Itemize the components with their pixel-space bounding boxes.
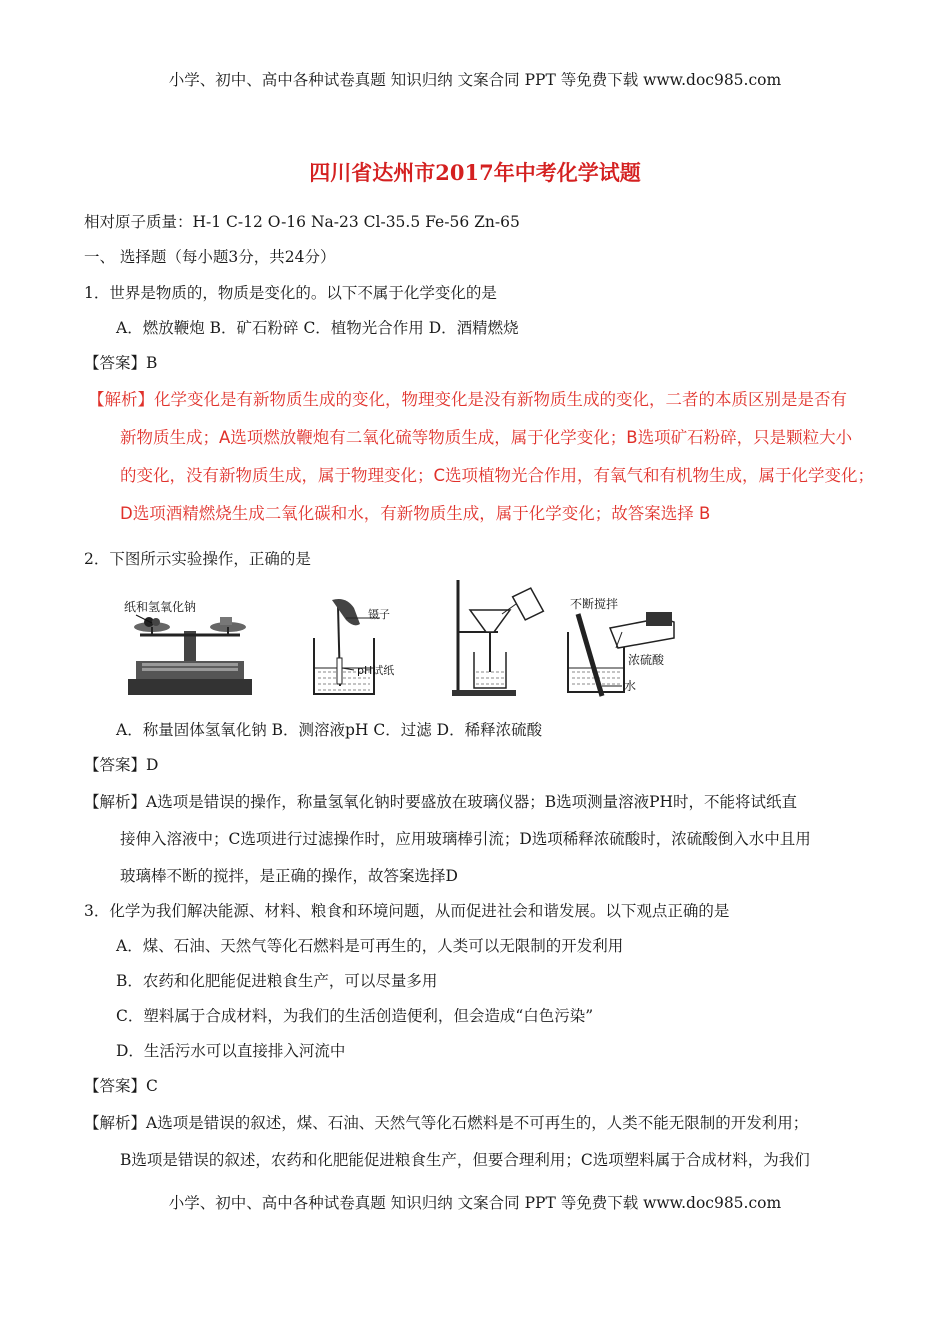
page-header: 小学、初中、高中各种试卷真题 知识归纳 文案合同 PPT 等免费下载 www.doc985.com: [168, 71, 782, 89]
section-heading: 一、 选择题（每小题3分，共24分）: [84, 248, 336, 266]
page-title: 四川省达州市2017年中考化学试题: [309, 160, 641, 185]
balance-figure: [122, 597, 258, 699]
question-3-analysis-line: 【解析】A选项是错误的叙述，煤、石油、天然气等化石燃料是不可再生的，人类不能无限制的开发利用；: [84, 1114, 809, 1132]
question-1-analysis-line: 新物质生成；A选项燃放鞭炮有二氧化硫等物质生成，属于化学变化；B选项矿石粉碎，只是颗粒大小: [120, 428, 853, 447]
atomic-mass-line: 相对原子质量：H-1 C-12 O-16 Na-23 Cl-35.5 Fe-56 Zn-65: [84, 213, 520, 231]
question-1-analysis-line: 的变化，没有新物质生成，属于物理变化；C选项植物光合作用，有氧气和有机物生成，属于化学变化；: [120, 466, 875, 485]
question-2-analysis-line: 接伸入溶液中；C选项进行过滤操作时，应用玻璃棒引流；D选项稀释浓硫酸时，浓硫酸倒入水中且用: [120, 830, 811, 848]
question-3-option: D．生活污水可以直接排入河流中: [116, 1042, 346, 1060]
question-1-analysis-line: D选项酒精燃烧生成二氧化碳和水，有新物质生成，属于化学变化；故答案选择 B: [120, 504, 711, 523]
figure-b-tweezers-label: 镊子: [368, 608, 390, 621]
filtration-figure: [446, 576, 546, 700]
question-3-answer: 【答案】C: [84, 1077, 158, 1095]
question-2-analysis-line: 【解析】A选项是错误的操作，称量氢氧化钠时要盛放在玻璃仪器；B选项测量溶液PH时，不能将试纸直: [84, 793, 798, 811]
figure-d-acid-label: 浓硫酸: [628, 653, 665, 667]
question-2-analysis-line: 玻璃棒不断的搅拌，是正确的操作，故答案选择D: [120, 867, 458, 885]
question-1-stem: 1．世界是物质的，物质是变化的。以下不属于化学变化的是: [84, 284, 497, 302]
dilution-figure: [562, 592, 692, 700]
question-2-stem: 2．下图所示实验操作，正确的是: [84, 550, 311, 568]
question-3-stem: 3．化学为我们解决能源、材料、粮食和环境问题，从而促进社会和谐发展。以下观点正确的是: [84, 902, 730, 920]
question-1-answer: 【答案】B: [84, 354, 158, 372]
question-3-option: B．农药和化肥能促进粮食生产，可以尽量多用: [116, 972, 438, 990]
ph-test-figure: [302, 598, 422, 700]
question-3-option: A．煤、石油、天然气等化石燃料是可再生的，人类可以无限制的开发利用: [116, 937, 624, 955]
figure-b-paper-label: pH试纸: [357, 664, 395, 677]
page-footer: 小学、初中、高中各种试卷真题 知识归纳 文案合同 PPT 等免费下载 www.doc985.com: [168, 1194, 782, 1212]
question-2-answer: 【答案】D: [84, 756, 159, 774]
question-2-options: A．称量固体氢氧化钠 B．测溶液pH C．过滤 D．稀释浓硫酸: [116, 721, 543, 739]
question-3-option: C．塑料属于合成材料，为我们的生活创造便利，但会造成“白色污染”: [116, 1007, 594, 1025]
figure-d-stir-label: 不断搅拌: [570, 597, 619, 611]
figure-d-water-label: 水: [624, 679, 637, 693]
question-1-options: A．燃放鞭炮 B．矿石粉碎 C．植物光合作用 D．酒精燃烧: [116, 319, 519, 337]
question-3-analysis-line: B选项是错误的叙述，农药和化肥能促进粮食生产，但要合理利用；C选项塑料属于合成材料，为我们: [120, 1151, 810, 1169]
question-1-analysis-line: 【解析】化学变化是有新物质生成的变化，物理变化是没有新物质生成的变化，二者的本质区别是是否有: [88, 390, 847, 409]
figure-a-label: 纸和氢氧化钠: [124, 600, 197, 614]
